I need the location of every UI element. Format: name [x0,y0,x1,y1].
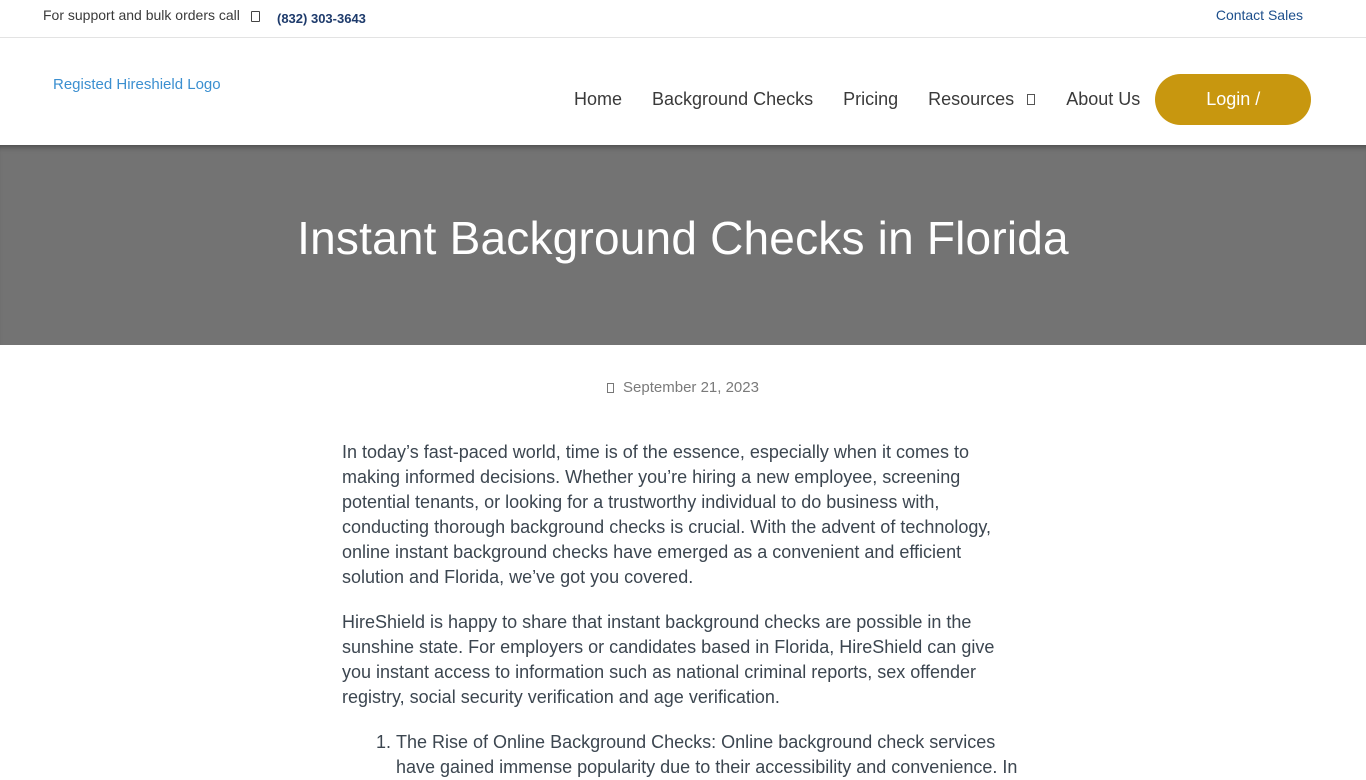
article-paragraph: In today’s fast-paced world, time is of the essence, especially when it comes to making informed decisions. Whether you’re hiring a new employee, screening potential tenants, or looking for a trustworthy individual to do business with, conducting thorough background checks is crucial. With the advent of technology, online instant background checks have emerged as a convenient and efficient solution and Florida, we’ve got you covered. [342,442,992,587]
article-paragraph: HireShield is happy to share that instant background checks are possible in the sunshine state. For employers or candidates based in Florida, HireShield can give you instant access to information such as national criminal reports, sex offender registry, social security verification and age verification. [342,612,995,707]
phone-number-link[interactable]: (832) 303-3643 [277,11,366,26]
nav-about-us[interactable]: About Us [1066,89,1141,109]
nav-background-checks[interactable]: Background Checks [652,89,814,109]
contact-sales-link[interactable]: Contact Sales [1215,7,1303,23]
chevron-down-icon[interactable] [1027,94,1035,105]
nav-resources-label: Resources [928,89,1015,109]
phone-icon [251,11,260,22]
support-text: For support and bulk orders call [43,7,240,23]
post-meta [0,379,1366,396]
site-header [0,39,1366,145]
article-body [342,440,1022,780]
calendar-icon [607,383,614,393]
list-item: 1. The Rise of Online Background Checks: Online background check services have gained immense popularity due to their accessibility and convenience. In [396,730,1022,780]
page-title: Instant Background Checks in Florida [297,212,1069,264]
article-list [342,730,1022,780]
hero-banner [0,145,1366,345]
nav-pricing[interactable]: Pricing [843,89,899,109]
main-nav [574,74,1311,125]
nav-resources[interactable] [928,89,1035,110]
login-register-button[interactable]: Login / [1155,74,1311,125]
logo-alt-text: Registed Hireshield Logo [53,76,221,93]
nav-home[interactable]: Home [574,89,623,109]
site-logo[interactable] [53,76,221,93]
top-bar [0,0,1366,38]
post-date: September 21, 2023 [623,379,759,396]
